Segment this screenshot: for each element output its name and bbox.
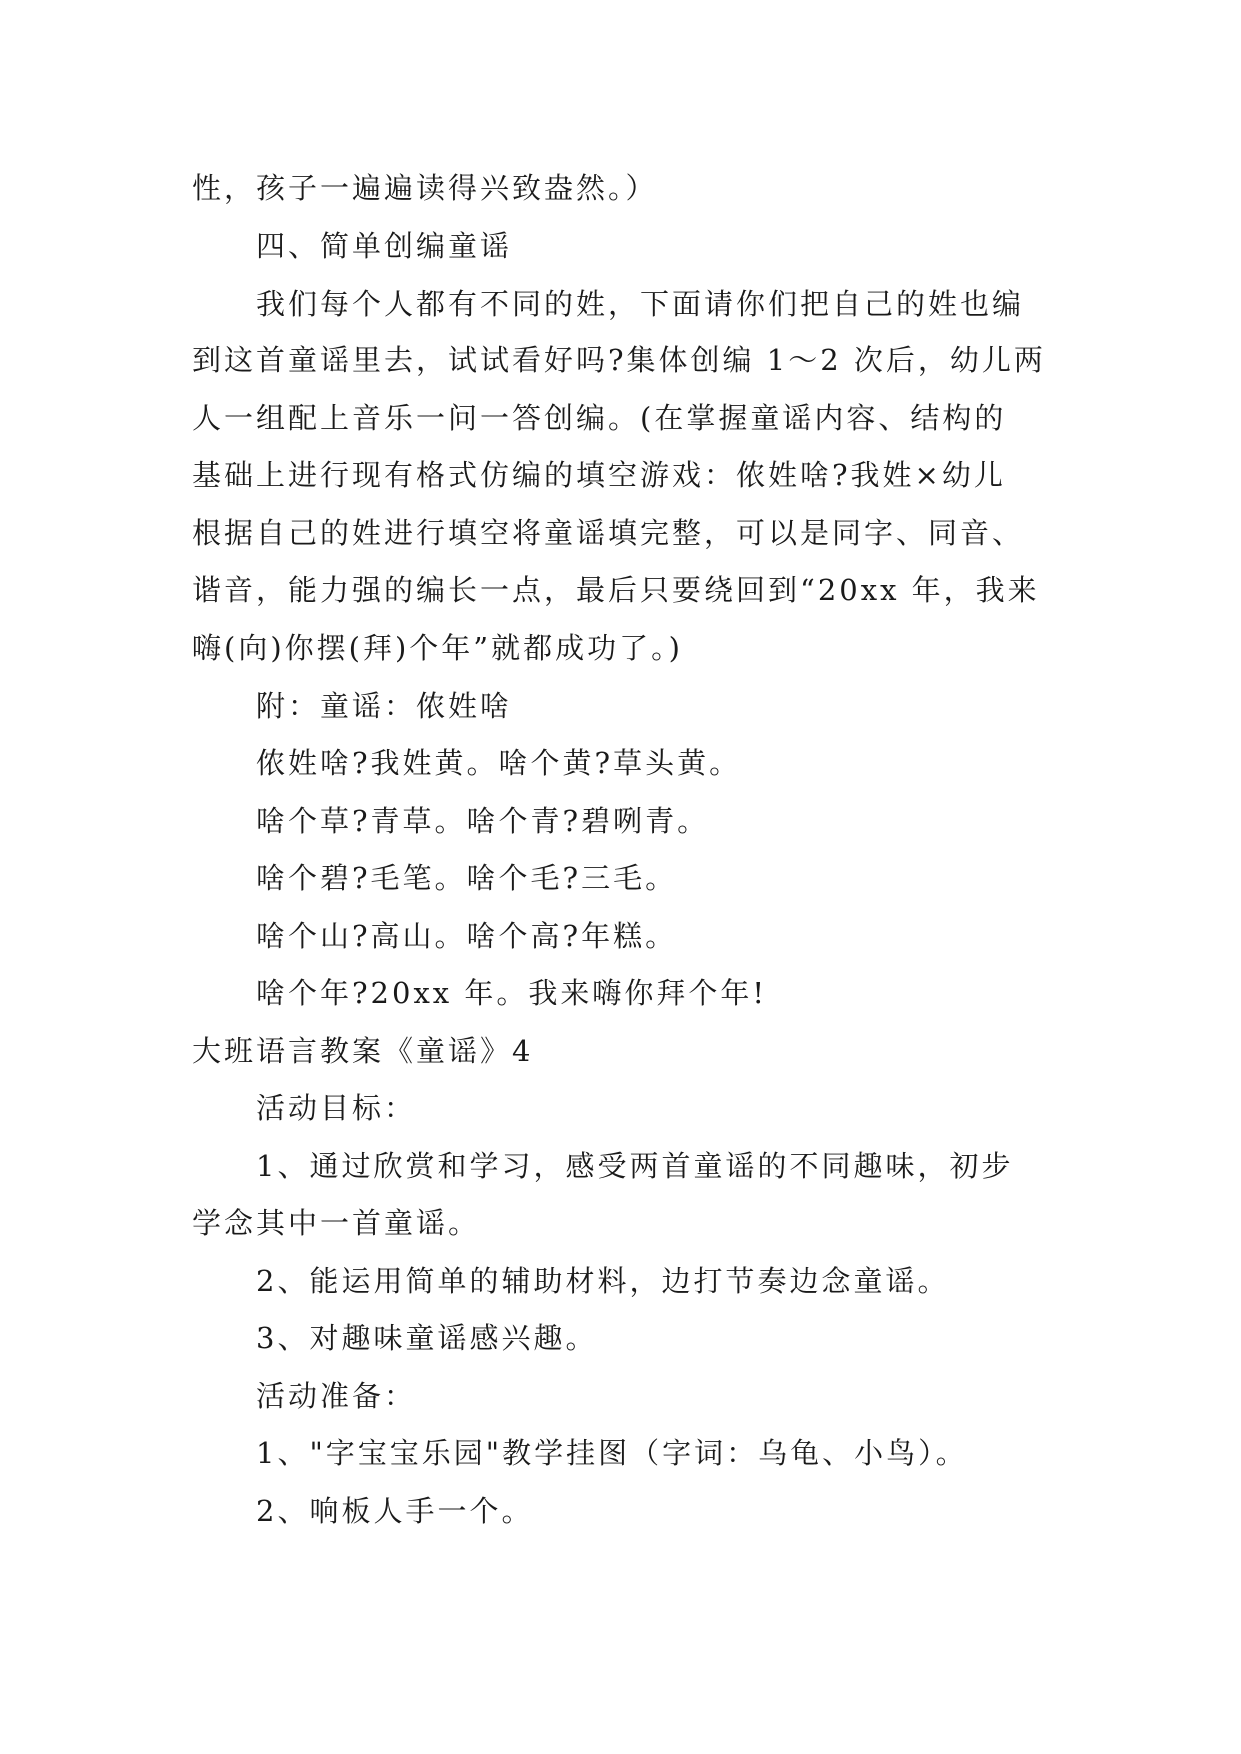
rhyme-line: 啥个草?青草。啥个青?碧咧青。: [256, 804, 710, 838]
appendix-heading: 附：童谣：侬姓啥: [256, 689, 513, 723]
text-line: 性，孩子一遍遍读得兴致盎然。）: [192, 171, 658, 205]
text-line: 2、能运用简单的辅助材料，边打节奏边念童谣。: [256, 1264, 950, 1298]
section-heading: 活动准备：: [256, 1379, 417, 1413]
text-line: 2、响板人手一个。: [256, 1494, 534, 1528]
lesson-title: 大班语言教案《童谣》4: [192, 1034, 534, 1068]
text-line: 3、对趣味童谣感兴趣。: [256, 1321, 598, 1355]
text-line: 我们每个人都有不同的姓，下面请你们把自己的姓也编: [256, 287, 1025, 321]
text-line: 学念其中一首童谣。: [192, 1206, 481, 1240]
text-line: 到这首童谣里去，试试看好吗?集体创编 1～2 次后，幼儿两: [192, 343, 1046, 377]
rhyme-line: 啥个碧?毛笔。啥个毛?三毛。: [256, 861, 678, 895]
text-line: 人一组配上音乐一问一答创编。(在掌握童谣内容、结构的: [192, 401, 1007, 435]
text-line: 基础上进行现有格式仿编的填空游戏：侬姓啥?我姓×幼儿: [192, 458, 1006, 492]
text-line: 根据自己的姓进行填空将童谣填完整，可以是同字、同音、: [192, 516, 1025, 550]
rhyme-line: 啥个山?高山。啥个高?年糕。: [256, 919, 678, 953]
rhyme-line: 侬姓啥?我姓黄。啥个黄?草头黄。: [256, 746, 742, 780]
text-line: 1、通过欣赏和学习，感受两首童谣的不同趣味，初步: [256, 1149, 1014, 1183]
text-line: 1、"字宝宝乐园"教学挂图（字词：乌龟、小鸟）。: [256, 1436, 968, 1470]
text-line: 谐音，能力强的编长一点，最后只要绕回到“20xx 年，我来: [192, 573, 1040, 607]
text-line: 嗨(向)你摆(拜)个年”就都成功了。): [192, 631, 683, 665]
section-heading: 活动目标：: [256, 1091, 417, 1125]
section-heading: 四、简单创编童谣: [256, 229, 513, 263]
rhyme-line: 啥个年?20xx 年。我来嗨你拜个年!: [256, 976, 768, 1010]
